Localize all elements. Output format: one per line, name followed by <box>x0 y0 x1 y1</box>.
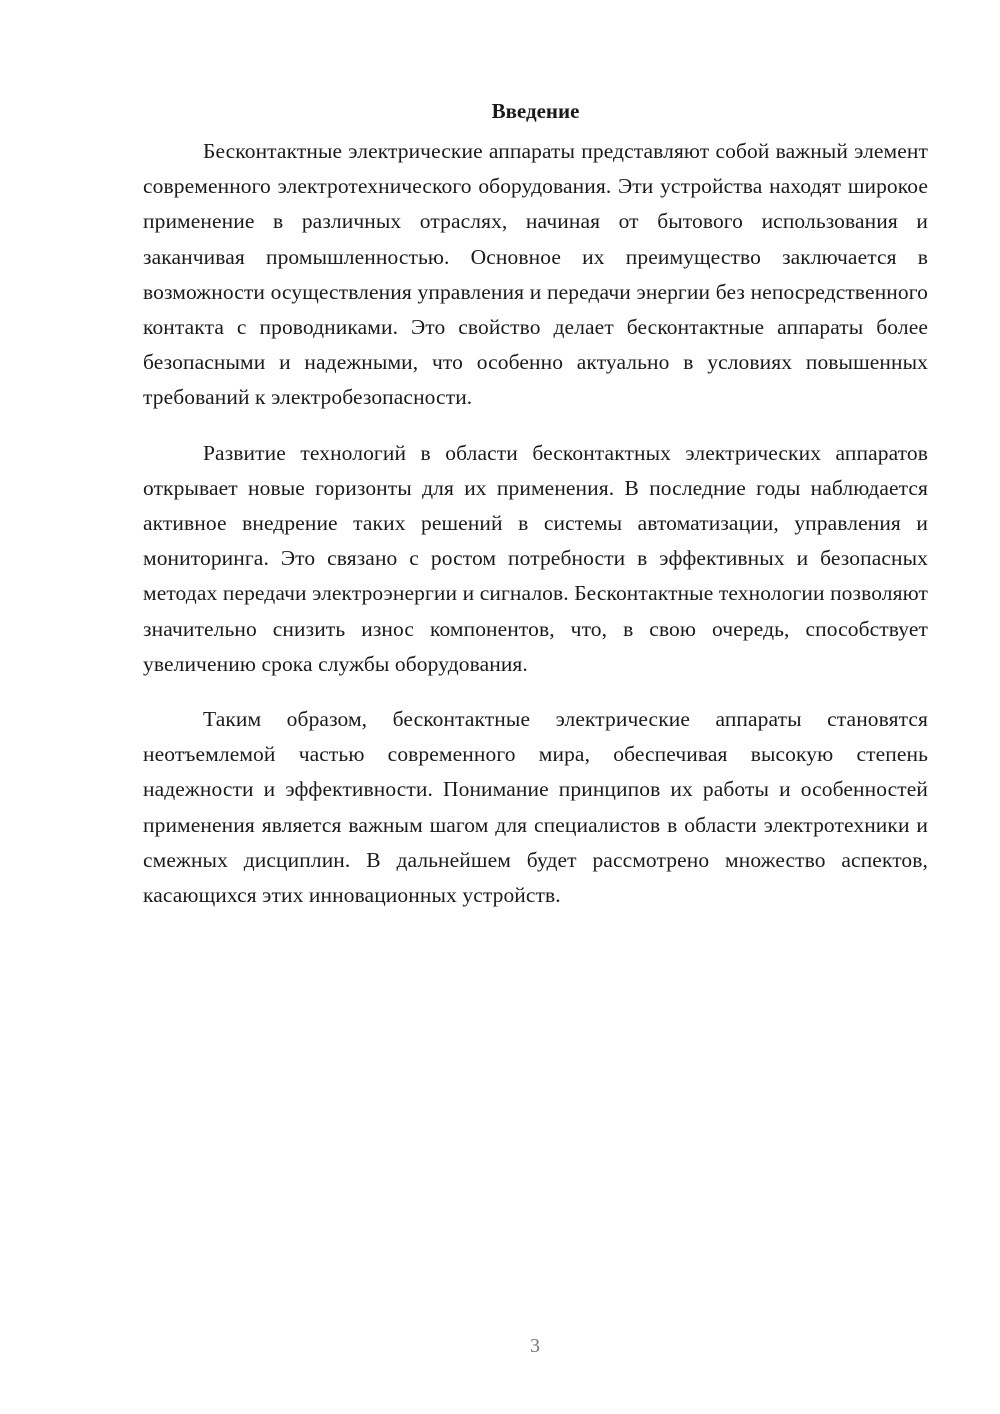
page-content <box>143 96 928 933</box>
paragraph-3: Таким образом, бесконтактные электрические аппараты становятся неотъемлемой частью современного мира, обеспечивая высокую степень надежности и эффективности. Понимание принципов их работы и особенностей применения является важным шагом для специалистов в области электротехники и смежных дисциплин. В дальнейшем будет рассмотрено множество аспектов, касающихся этих инновационных устройств. <box>143 707 928 908</box>
paragraph-2: Развитие технологий в области бесконтактных электрических аппаратов открывает новые горизонты для их применения. В последние годы наблюдается активное внедрение таких решений в системы автоматизации, управления и мониторинга. Это связано с ростом потребности в эффективных и безопасных методах передачи электроэнергии и сигналов. Бесконтактные технологии позволяют значительно снизить износ компонентов, что, в свою очередь, способствует увеличению срока службы оборудования. <box>143 440 928 676</box>
section-title: Введение <box>491 99 580 123</box>
paragraph-1: Бесконтактные электрические аппараты представляют собой важный элемент современного электротехнического оборудования. Эти устройства находят широкое применение в различных отраслях, начиная от бытового использования и заканчивая промышленностью. Основное их преимущество заключается в возможности осуществления управления и передачи энергии без непосредственного контакта с проводниками. Это свойство делает бесконтактные аппараты более безопасными и надежными, что особенно актуально в условиях повышенных требований к электробезопасности. <box>143 139 928 410</box>
page-number: 3 <box>530 1335 540 1357</box>
